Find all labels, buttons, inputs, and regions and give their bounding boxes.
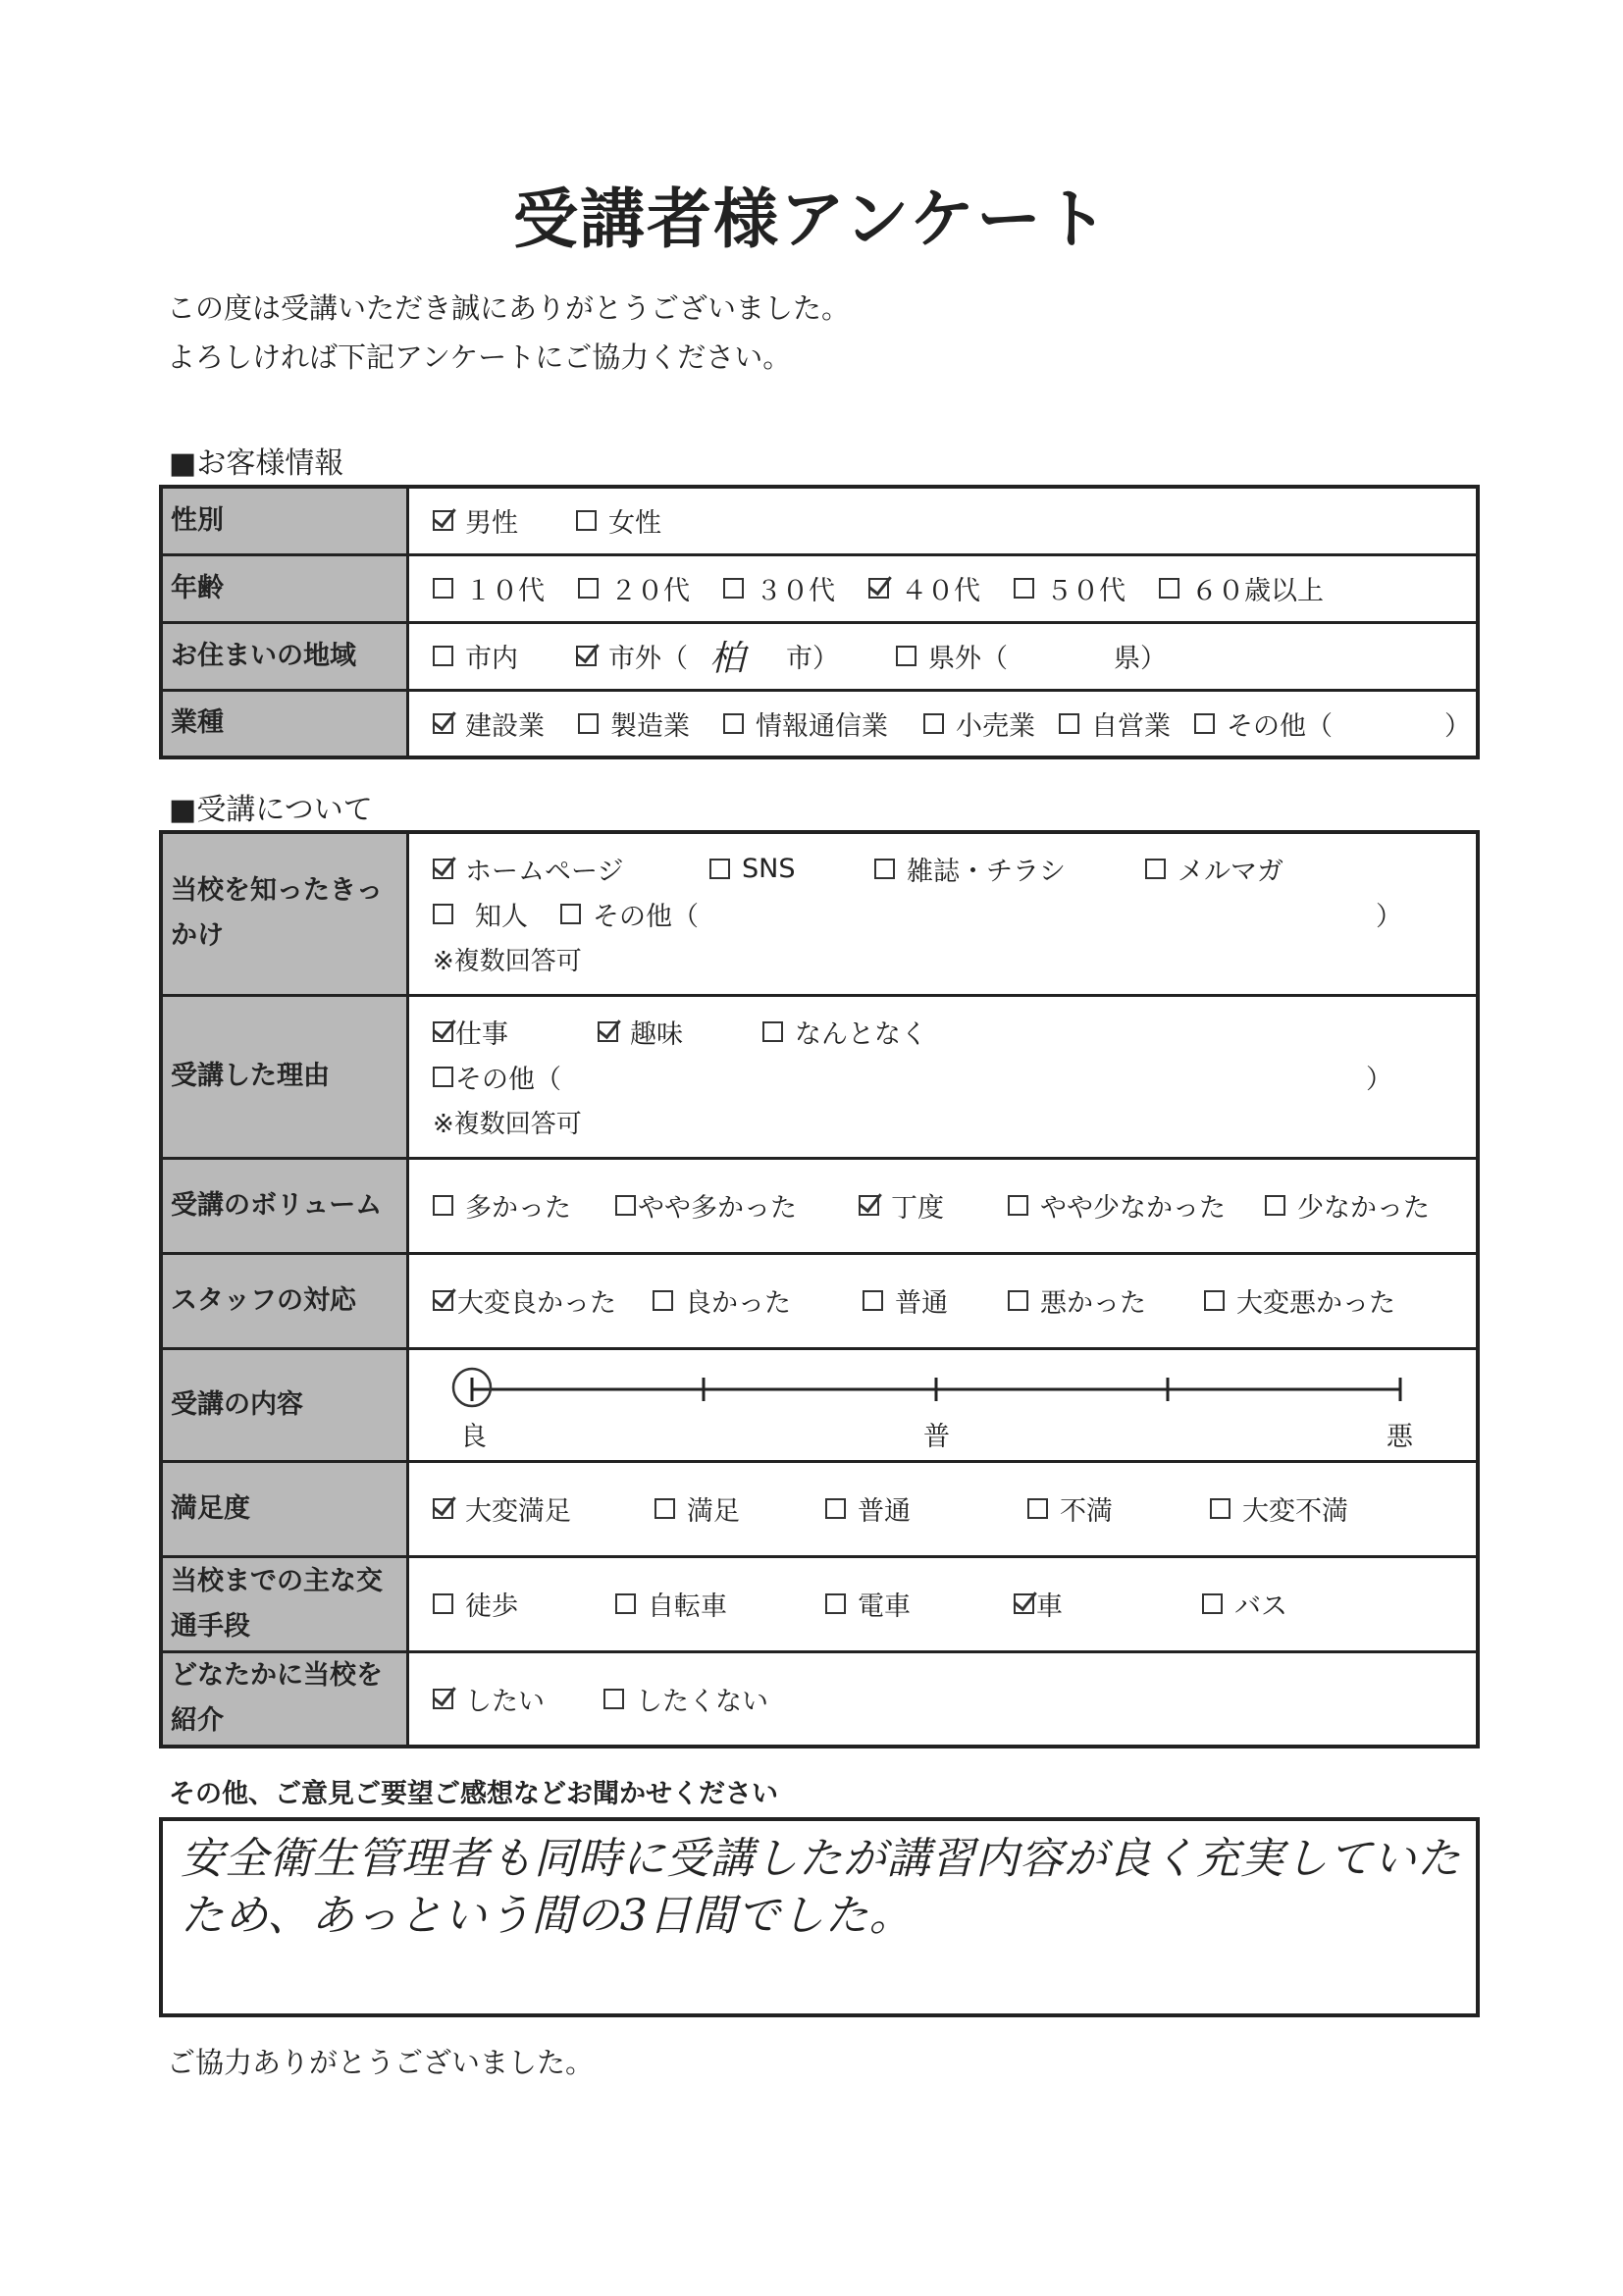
- satisfaction-very-satisfied-option[interactable]: 大変満足: [433, 1489, 654, 1528]
- checkbox[interactable]: [433, 1021, 453, 1042]
- checkbox[interactable]: [433, 859, 453, 879]
- checkbox[interactable]: [709, 859, 730, 879]
- gender-female-option[interactable]: 女性: [576, 501, 661, 540]
- row-content: [161, 1348, 1478, 1461]
- page-title: 受講者様アンケート: [512, 182, 1111, 257]
- checkbox[interactable]: [653, 1290, 673, 1311]
- reason-other-option[interactable]: その他（: [433, 1058, 561, 1096]
- staff-label: スタッフの対応: [161, 1253, 408, 1348]
- industry-construction-option[interactable]: 建設業: [433, 704, 578, 743]
- checkbox[interactable]: [433, 510, 453, 531]
- checkbox[interactable]: [433, 646, 453, 666]
- staff-bad-option[interactable]: 悪かった: [1008, 1281, 1204, 1320]
- region-other-pref-option[interactable]: 県外（: [896, 637, 1008, 675]
- source-acquaintance-option[interactable]: 知人: [433, 895, 560, 933]
- customer-info-table: [159, 485, 1480, 759]
- transport-car-option[interactable]: 車: [1014, 1585, 1202, 1623]
- satisfaction-satisfied-option[interactable]: 満足: [654, 1489, 825, 1528]
- volume-much-option[interactable]: 多かった: [433, 1186, 615, 1225]
- checkbox[interactable]: [615, 1593, 636, 1614]
- satisfaction-dissatisfied-option[interactable]: 不満: [1027, 1489, 1210, 1528]
- checkbox[interactable]: [1008, 1195, 1028, 1216]
- referral-yes-option[interactable]: したい: [433, 1680, 603, 1718]
- checkbox[interactable]: [723, 713, 744, 734]
- staff-normal-option[interactable]: 普通: [863, 1281, 1008, 1320]
- city-suffix: 市）: [786, 644, 839, 674]
- checkbox[interactable]: [1059, 713, 1079, 734]
- source-other-close: ）: [1376, 901, 1402, 932]
- row-transport: [161, 1556, 1478, 1651]
- age-60plus-option[interactable]: ６０歳以上: [1159, 569, 1324, 607]
- intro-line-1: この度は受講いただき誠にありがとうございました。: [167, 291, 851, 325]
- footer-thanks: ご協力ありがとうございました。: [167, 2046, 595, 2079]
- age-label: 年齢: [161, 554, 408, 622]
- checkbox[interactable]: [923, 713, 944, 734]
- section-course-heading: ■受講について: [169, 793, 373, 827]
- referral-no-option[interactable]: したくない: [603, 1680, 768, 1718]
- section-customer-info-heading: ■お客様情報: [169, 446, 344, 481]
- row-volume: [161, 1158, 1478, 1253]
- transport-label: 当校までの主な交通手段: [161, 1556, 408, 1651]
- volume-somewhat-little-option[interactable]: やや少なかった: [1008, 1186, 1265, 1225]
- scale-label-bad: 悪: [1387, 1421, 1413, 1452]
- row-age: [161, 554, 1478, 622]
- industry-self-employed-option[interactable]: 自営業: [1059, 704, 1194, 743]
- checkbox[interactable]: [615, 1195, 636, 1216]
- checkbox[interactable]: [1014, 1593, 1034, 1614]
- staff-very-good-option[interactable]: 大変良かった: [433, 1281, 653, 1320]
- age-50s-option[interactable]: ５０代: [1014, 569, 1159, 607]
- checkbox[interactable]: [825, 1498, 846, 1519]
- age-40s-option[interactable]: ４０代: [868, 569, 1014, 607]
- reason-work-option[interactable]: 仕事: [433, 1013, 598, 1051]
- reason-no-reason-option[interactable]: なんとなく: [762, 1013, 927, 1051]
- satisfaction-label: 満足度: [161, 1461, 408, 1556]
- checkbox[interactable]: [578, 713, 599, 734]
- checkbox[interactable]: [762, 1021, 783, 1042]
- scale-label-normal: 普: [923, 1421, 950, 1452]
- row-reason: [161, 995, 1478, 1158]
- age-10s-option[interactable]: １０代: [433, 569, 578, 607]
- source-magazine-option[interactable]: 雑誌・チラシ: [874, 850, 1145, 888]
- source-multiple-note: ※複数回答可: [433, 946, 582, 976]
- staff-very-bad-option[interactable]: 大変悪かった: [1204, 1281, 1395, 1320]
- checkbox[interactable]: [1008, 1290, 1028, 1311]
- checkbox[interactable]: [560, 904, 581, 924]
- industry-other-option[interactable]: その他（: [1194, 704, 1333, 743]
- source-homepage-option[interactable]: ホームページ: [433, 850, 709, 888]
- checkbox[interactable]: [433, 1195, 453, 1216]
- row-satisfaction: [161, 1461, 1478, 1556]
- checkbox[interactable]: [433, 1067, 453, 1087]
- volume-just-right-option[interactable]: 丁度: [859, 1186, 1008, 1225]
- course-table: [159, 830, 1480, 1748]
- checkbox[interactable]: [1014, 578, 1034, 599]
- volume-little-option[interactable]: 少なかった: [1265, 1186, 1430, 1225]
- checkbox[interactable]: [1145, 859, 1166, 879]
- transport-bus-option[interactable]: バス: [1202, 1585, 1287, 1623]
- source-other-option[interactable]: その他（: [560, 895, 699, 933]
- scale-label-good: 良: [460, 1421, 487, 1452]
- transport-bicycle-option[interactable]: 自転車: [615, 1585, 825, 1623]
- checkbox[interactable]: [859, 1195, 879, 1216]
- source-mailmagazine-option[interactable]: メルマガ: [1145, 850, 1283, 888]
- checkbox[interactable]: [863, 1290, 883, 1311]
- row-referral: [161, 1651, 1478, 1747]
- checkbox[interactable]: [1210, 1498, 1230, 1519]
- content-rating-scale[interactable]: [409, 1350, 1476, 1460]
- pref-suffix: 県）: [1114, 644, 1167, 674]
- industry-other-close: ）: [1444, 710, 1471, 742]
- age-20s-option[interactable]: ２０代: [578, 569, 723, 607]
- gender-male-option[interactable]: 男性: [433, 501, 576, 540]
- industry-it-option[interactable]: 情報通信業: [723, 704, 923, 743]
- checkbox[interactable]: [433, 1689, 453, 1709]
- comments-label: その他、ご意見ご要望ご感想などお聞かせください: [169, 1779, 778, 1809]
- referral-label: どなたかに当校を紹介: [161, 1651, 408, 1747]
- row-region: [161, 622, 1478, 690]
- checkbox[interactable]: [576, 510, 597, 531]
- source-label: 当校を知ったきっかけ: [161, 832, 408, 995]
- checkbox[interactable]: [825, 1593, 846, 1614]
- age-30s-option[interactable]: ３０代: [723, 569, 868, 607]
- region-in-city-option[interactable]: 市内: [433, 637, 576, 675]
- comments-handwritten-text: 安全衛生管理者も同時に受講したが講習内容が良く充実していたため、あっという間の3日間でした。: [181, 1834, 1461, 1941]
- reason-label: 受講した理由: [161, 995, 408, 1158]
- region-outside-city-option[interactable]: 市外（: [576, 637, 688, 675]
- checkbox[interactable]: [433, 1290, 453, 1311]
- checkbox[interactable]: [723, 578, 744, 599]
- intro-line-2: よろしければ下記アンケートにご協力ください。: [167, 340, 792, 374]
- reason-other-close: ）: [1366, 1064, 1392, 1095]
- checkbox[interactable]: [868, 578, 889, 599]
- checkbox[interactable]: [433, 713, 453, 734]
- reason-hobby-option[interactable]: 趣味: [598, 1013, 762, 1051]
- industry-manufacturing-option[interactable]: 製造業: [578, 704, 723, 743]
- satisfaction-very-dissatisfied-option[interactable]: 大変不満: [1210, 1489, 1348, 1528]
- volume-label: 受講のボリューム: [161, 1158, 408, 1253]
- volume-somewhat-much-option[interactable]: やや多かった: [615, 1186, 859, 1225]
- checkbox[interactable]: [598, 1021, 618, 1042]
- checkbox[interactable]: [874, 859, 895, 879]
- checkbox[interactable]: [1194, 713, 1215, 734]
- checkbox[interactable]: [433, 578, 453, 599]
- industry-retail-option[interactable]: 小売業: [923, 704, 1059, 743]
- industry-label: 業種: [161, 690, 408, 757]
- checkbox[interactable]: [1202, 1593, 1223, 1614]
- content-label: 受講の内容: [161, 1348, 408, 1461]
- checkbox[interactable]: [433, 1593, 453, 1614]
- transport-walk-option[interactable]: 徒歩: [433, 1585, 615, 1623]
- gender-label: 性別: [161, 487, 408, 554]
- checkbox[interactable]: [603, 1689, 624, 1709]
- comments-textarea[interactable]: [159, 1817, 1480, 2017]
- row-staff: [161, 1253, 1478, 1348]
- row-industry: [161, 690, 1478, 757]
- row-source: [161, 832, 1478, 995]
- transport-train-option[interactable]: 電車: [825, 1585, 1014, 1623]
- satisfaction-normal-option[interactable]: 普通: [825, 1489, 1027, 1528]
- checkbox[interactable]: [1159, 578, 1179, 599]
- city-handwritten[interactable]: 柏: [709, 639, 746, 679]
- checkbox[interactable]: [433, 1498, 453, 1519]
- checkbox[interactable]: [1204, 1290, 1225, 1311]
- checkbox[interactable]: [896, 646, 916, 666]
- reason-multiple-note: ※複数回答可: [433, 1109, 582, 1139]
- checkbox[interactable]: [1265, 1195, 1285, 1216]
- checkbox[interactable]: [433, 904, 453, 924]
- source-sns-option[interactable]: SNS: [709, 854, 874, 884]
- staff-good-option[interactable]: 良かった: [653, 1281, 863, 1320]
- region-label: お住まいの地域: [161, 622, 408, 690]
- checkbox[interactable]: [1027, 1498, 1048, 1519]
- checkbox[interactable]: [578, 578, 599, 599]
- checkbox[interactable]: [576, 646, 597, 666]
- row-gender: [161, 487, 1478, 554]
- checkbox[interactable]: [654, 1498, 675, 1519]
